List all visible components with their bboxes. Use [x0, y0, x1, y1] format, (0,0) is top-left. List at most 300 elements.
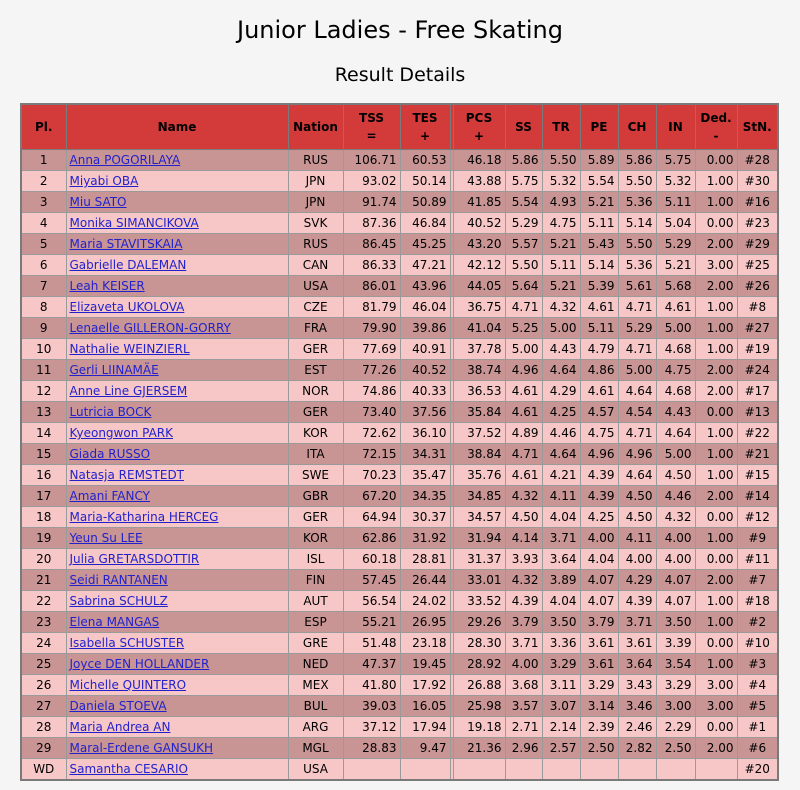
skater-link[interactable]: Natasja REMSTEDT [69, 468, 185, 482]
ch-cell: 3.71 [618, 612, 656, 633]
ch-cell: 4.39 [618, 591, 656, 612]
nation-cell: GER [288, 339, 343, 360]
tr-cell: 5.11 [542, 255, 580, 276]
start-number-cell: #19 [737, 339, 778, 360]
ss-cell: 5.57 [505, 234, 542, 255]
table-row [21, 528, 778, 549]
start-number-cell: #9 [737, 528, 778, 549]
ss-cell: 4.61 [505, 381, 542, 402]
in-cell: 4.61 [656, 297, 695, 318]
in-cell: 3.00 [656, 696, 695, 717]
tes-cell: 26.95 [400, 612, 450, 633]
tes-cell [400, 759, 450, 781]
tss-cell: 86.01 [343, 276, 400, 297]
skater-name-cell [66, 402, 288, 423]
table-row [21, 381, 778, 402]
ch-cell: 4.71 [618, 297, 656, 318]
ch-cell: 5.86 [618, 150, 656, 171]
tes-cell: 24.02 [400, 591, 450, 612]
ch-cell: 5.29 [618, 318, 656, 339]
col-header-tss: TSS = [343, 104, 400, 150]
ss-cell: 3.79 [505, 612, 542, 633]
deduction-cell: 0.00 [695, 549, 737, 570]
start-number-cell: #14 [737, 486, 778, 507]
table-row [21, 486, 778, 507]
nation-cell: ISL [288, 549, 343, 570]
ss-cell: 5.00 [505, 339, 542, 360]
ch-cell: 4.64 [618, 465, 656, 486]
start-number-cell: #22 [737, 423, 778, 444]
in-cell: 4.00 [656, 528, 695, 549]
table-row [21, 276, 778, 297]
skater-link[interactable]: Maria-Katharina HERCEG [69, 510, 219, 524]
tss-cell: 39.03 [343, 696, 400, 717]
tes-cell: 34.35 [400, 486, 450, 507]
tss-cell: 56.54 [343, 591, 400, 612]
skater-link[interactable]: Lenaelle GILLERON-GORRY [69, 321, 231, 335]
pe-cell: 4.25 [580, 507, 618, 528]
ch-cell: 4.71 [618, 339, 656, 360]
table-row [21, 318, 778, 339]
ch-cell: 5.14 [618, 213, 656, 234]
skater-name-cell [66, 381, 288, 402]
nation-cell: BUL [288, 696, 343, 717]
in-cell: 5.29 [656, 234, 695, 255]
skater-link[interactable]: Kyeongwon PARK [69, 426, 174, 440]
tes-cell: 28.81 [400, 549, 450, 570]
skater-link[interactable]: Miu SATO [69, 195, 127, 209]
ss-cell: 5.86 [505, 150, 542, 171]
tss-cell: 28.83 [343, 738, 400, 759]
skater-name-cell [66, 318, 288, 339]
pe-cell: 5.43 [580, 234, 618, 255]
tes-cell: 40.33 [400, 381, 450, 402]
skater-name-cell [66, 738, 288, 759]
results-table [20, 103, 779, 781]
skater-link[interactable]: Amani FANCY [69, 489, 150, 503]
ss-cell: 5.75 [505, 171, 542, 192]
deduction-cell: 2.00 [695, 234, 737, 255]
tr-cell: 4.04 [542, 591, 580, 612]
pe-cell: 5.89 [580, 150, 618, 171]
skater-name-cell [66, 570, 288, 591]
in-cell: 4.32 [656, 507, 695, 528]
ch-cell: 4.00 [618, 549, 656, 570]
deduction-cell: 0.00 [695, 717, 737, 738]
col-header-in: IN [656, 104, 695, 150]
tss-cell: 74.86 [343, 381, 400, 402]
in-cell: 4.43 [656, 402, 695, 423]
in-cell: 4.75 [656, 360, 695, 381]
tes-cell: 36.10 [400, 423, 450, 444]
placement-cell: 24 [21, 633, 66, 654]
skater-link[interactable]: Yeun Su LEE [69, 531, 143, 545]
placement-cell: 28 [21, 717, 66, 738]
tes-cell: 37.56 [400, 402, 450, 423]
placement-cell: 22 [21, 591, 66, 612]
pe-cell: 2.39 [580, 717, 618, 738]
placement-cell: 4 [21, 213, 66, 234]
start-number-cell: #1 [737, 717, 778, 738]
pcs-cell: 36.75 [453, 297, 505, 318]
tr-cell: 4.64 [542, 444, 580, 465]
deduction-cell: 3.00 [695, 255, 737, 276]
skater-link[interactable]: Lutricia BOCK [69, 405, 152, 419]
nation-cell: ITA [288, 444, 343, 465]
pcs-cell: 25.98 [453, 696, 505, 717]
placement-cell: 25 [21, 654, 66, 675]
pe-cell: 5.11 [580, 318, 618, 339]
ch-cell: 4.50 [618, 486, 656, 507]
tss-cell: 67.20 [343, 486, 400, 507]
tes-cell: 39.86 [400, 318, 450, 339]
pe-cell: 4.57 [580, 402, 618, 423]
ch-cell: 4.11 [618, 528, 656, 549]
skater-name-cell [66, 150, 288, 171]
pe-cell: 2.50 [580, 738, 618, 759]
tss-cell: 106.71 [343, 150, 400, 171]
deduction-cell: 1.00 [695, 591, 737, 612]
skater-name-cell [66, 171, 288, 192]
placement-cell: 14 [21, 423, 66, 444]
pe-cell: 5.21 [580, 192, 618, 213]
in-cell: 5.32 [656, 171, 695, 192]
in-cell: 4.64 [656, 423, 695, 444]
nation-cell: KOR [288, 528, 343, 549]
skater-name-cell [66, 633, 288, 654]
skater-link[interactable]: Daniela STOEVA [69, 699, 167, 713]
placement-cell: 11 [21, 360, 66, 381]
pe-cell: 5.54 [580, 171, 618, 192]
tss-cell: 86.45 [343, 234, 400, 255]
pe-cell: 4.39 [580, 465, 618, 486]
pe-cell: 3.29 [580, 675, 618, 696]
nation-cell: GBR [288, 486, 343, 507]
placement-cell: 1 [21, 150, 66, 171]
in-cell: 2.50 [656, 738, 695, 759]
tes-cell: 47.21 [400, 255, 450, 276]
placement-cell: 21 [21, 570, 66, 591]
nation-cell: ARG [288, 717, 343, 738]
pe-cell: 4.00 [580, 528, 618, 549]
in-cell: 4.07 [656, 591, 695, 612]
table-row [21, 402, 778, 423]
col-header-pl: Pl. [21, 104, 66, 150]
skater-name-cell [66, 234, 288, 255]
table-row [21, 696, 778, 717]
pcs-cell: 37.78 [453, 339, 505, 360]
tss-cell: 86.33 [343, 255, 400, 276]
pcs-cell: 34.57 [453, 507, 505, 528]
skater-link[interactable]: Maria Andrea AN [69, 720, 171, 734]
skater-link[interactable]: Anna POGORILAYA [69, 153, 181, 167]
start-number-cell: #7 [737, 570, 778, 591]
tr-cell: 3.36 [542, 633, 580, 654]
pe-cell: 4.86 [580, 360, 618, 381]
skater-link[interactable]: Seidi RANTANEN [69, 573, 168, 587]
in-cell: 5.00 [656, 318, 695, 339]
deduction-cell: 2.00 [695, 570, 737, 591]
tes-cell: 45.25 [400, 234, 450, 255]
deduction-cell: 0.00 [695, 213, 737, 234]
tr-cell: 5.50 [542, 150, 580, 171]
pcs-cell: 40.52 [453, 213, 505, 234]
skater-name-cell [66, 528, 288, 549]
skater-link[interactable]: Giada RUSSO [69, 447, 151, 461]
placement-cell: 13 [21, 402, 66, 423]
pcs-cell: 28.30 [453, 633, 505, 654]
tes-cell: 40.52 [400, 360, 450, 381]
nation-cell: CAN [288, 255, 343, 276]
tes-cell: 46.04 [400, 297, 450, 318]
skater-name-cell [66, 213, 288, 234]
nation-cell: USA [288, 759, 343, 781]
nation-cell: JPN [288, 192, 343, 213]
deduction-cell: 1.00 [695, 612, 737, 633]
skater-name-cell [66, 675, 288, 696]
in-cell: 4.68 [656, 381, 695, 402]
in-cell: 4.50 [656, 465, 695, 486]
ss-cell: 4.32 [505, 570, 542, 591]
skater-link[interactable]: Samantha CESARIO [69, 762, 188, 776]
placement-cell: 26 [21, 675, 66, 696]
skater-name-cell [66, 654, 288, 675]
deduction-cell: 1.00 [695, 192, 737, 213]
skater-link[interactable]: Maral-Erdene GANSUKH [69, 741, 214, 755]
placement-cell: 9 [21, 318, 66, 339]
tr-cell: 2.14 [542, 717, 580, 738]
tes-cell: 50.89 [400, 192, 450, 213]
tr-cell: 4.29 [542, 381, 580, 402]
start-number-cell: #18 [737, 591, 778, 612]
nation-cell: GER [288, 507, 343, 528]
col-header-pcs: PCS + [453, 104, 505, 150]
start-number-cell: #11 [737, 549, 778, 570]
skater-link[interactable]: Julia GRETARSDOTTIR [69, 552, 200, 566]
placement-cell: 6 [21, 255, 66, 276]
tes-cell: 31.92 [400, 528, 450, 549]
pe-cell: 3.79 [580, 612, 618, 633]
nation-cell: SWE [288, 465, 343, 486]
tss-cell: 81.79 [343, 297, 400, 318]
pcs-cell: 38.84 [453, 444, 505, 465]
tr-cell: 5.21 [542, 276, 580, 297]
table-row [21, 423, 778, 444]
placement-cell: 20 [21, 549, 66, 570]
skater-link[interactable]: Sabrina SCHULZ [69, 594, 168, 608]
in-cell: 3.29 [656, 675, 695, 696]
deduction-cell: 1.00 [695, 171, 737, 192]
start-number-cell: #5 [737, 696, 778, 717]
start-number-cell: #3 [737, 654, 778, 675]
pe-cell: 4.61 [580, 297, 618, 318]
skater-link[interactable]: Anne Line GJERSEM [69, 384, 188, 398]
ss-cell: 4.71 [505, 297, 542, 318]
in-cell: 5.21 [656, 255, 695, 276]
table-row [21, 507, 778, 528]
pe-cell: 3.61 [580, 633, 618, 654]
placement-cell: 17 [21, 486, 66, 507]
ss-cell: 2.96 [505, 738, 542, 759]
page-subtitle: Result Details [334, 64, 466, 86]
in-cell: 3.54 [656, 654, 695, 675]
in-cell: 4.68 [656, 339, 695, 360]
skater-link[interactable]: Isabella SCHUSTER [69, 636, 185, 650]
deduction-cell: 1.00 [695, 423, 737, 444]
nation-cell: FRA [288, 318, 343, 339]
start-number-cell: #13 [737, 402, 778, 423]
skater-link[interactable]: Elena MANGAS [69, 615, 160, 629]
pcs-cell: 37.52 [453, 423, 505, 444]
nation-cell: ESP [288, 612, 343, 633]
skater-name-cell [66, 339, 288, 360]
nation-cell: GRE [288, 633, 343, 654]
tss-cell: 91.74 [343, 192, 400, 213]
col-header-tr: TR [542, 104, 580, 150]
pe-cell: 4.07 [580, 591, 618, 612]
tes-cell: 35.47 [400, 465, 450, 486]
tes-cell: 17.94 [400, 717, 450, 738]
skater-name-cell [66, 507, 288, 528]
ch-cell: 3.46 [618, 696, 656, 717]
skater-link[interactable]: Nathalie WEINZIERL [69, 342, 190, 356]
pcs-cell: 43.88 [453, 171, 505, 192]
tr-cell: 3.07 [542, 696, 580, 717]
table-row [21, 192, 778, 213]
start-number-cell: #2 [737, 612, 778, 633]
placement-cell: 7 [21, 276, 66, 297]
ch-cell: 5.00 [618, 360, 656, 381]
skater-name-cell [66, 696, 288, 717]
start-number-cell: #17 [737, 381, 778, 402]
table-row [21, 339, 778, 360]
skater-link[interactable]: Miyabi OBA [69, 174, 139, 188]
pe-cell: 5.11 [580, 213, 618, 234]
col-header-ch: CH [618, 104, 656, 150]
table-row [21, 759, 778, 781]
deduction-cell: 2.00 [695, 360, 737, 381]
nation-cell: EST [288, 360, 343, 381]
tr-cell: 3.71 [542, 528, 580, 549]
tr-cell: 5.00 [542, 318, 580, 339]
ss-cell: 3.68 [505, 675, 542, 696]
pcs-cell: 35.84 [453, 402, 505, 423]
skater-name-cell [66, 717, 288, 738]
placement-cell: 27 [21, 696, 66, 717]
pcs-cell: 31.37 [453, 549, 505, 570]
deduction-cell: 0.00 [695, 402, 737, 423]
start-number-cell: #15 [737, 465, 778, 486]
ch-cell: 2.46 [618, 717, 656, 738]
skater-name-cell [66, 444, 288, 465]
placement-cell: 5 [21, 234, 66, 255]
pe-cell: 4.39 [580, 486, 618, 507]
tr-cell: 3.29 [542, 654, 580, 675]
tes-cell: 9.47 [400, 738, 450, 759]
col-header-pe: PE [580, 104, 618, 150]
placement-cell: 29 [21, 738, 66, 759]
table-row [21, 297, 778, 318]
skater-link[interactable]: Gerli LIINAMÄE [69, 363, 159, 377]
deduction-cell: 1.00 [695, 297, 737, 318]
pcs-cell: 34.85 [453, 486, 505, 507]
skater-link[interactable]: Leah KEISER [69, 279, 145, 293]
col-header-stn: StN. [737, 104, 778, 150]
tss-cell: 51.48 [343, 633, 400, 654]
deduction-cell: 1.00 [695, 465, 737, 486]
in-cell: 5.68 [656, 276, 695, 297]
skater-name-cell [66, 486, 288, 507]
tss-cell: 60.18 [343, 549, 400, 570]
col-header-tes: TES + [400, 104, 450, 150]
start-number-cell: #25 [737, 255, 778, 276]
ss-cell: 4.61 [505, 402, 542, 423]
ss-cell: 4.61 [505, 465, 542, 486]
deduction-cell [695, 759, 737, 781]
tss-cell: 70.23 [343, 465, 400, 486]
skater-link[interactable]: Monika SIMANCIKOVA [69, 216, 199, 230]
in-cell: 5.00 [656, 444, 695, 465]
ch-cell: 5.36 [618, 192, 656, 213]
in-cell: 4.00 [656, 549, 695, 570]
start-number-cell: #10 [737, 633, 778, 654]
ch-cell: 3.61 [618, 633, 656, 654]
ss-cell: 5.54 [505, 192, 542, 213]
tes-cell: 46.84 [400, 213, 450, 234]
ss-cell: 4.00 [505, 654, 542, 675]
pe-cell: 4.61 [580, 381, 618, 402]
skater-link[interactable]: Gabrielle DALEMAN [69, 258, 187, 272]
skater-name-cell [66, 591, 288, 612]
nation-cell: KOR [288, 423, 343, 444]
table-row [21, 465, 778, 486]
nation-cell: NED [288, 654, 343, 675]
placement-cell: 16 [21, 465, 66, 486]
pe-cell: 5.39 [580, 276, 618, 297]
ss-cell: 5.64 [505, 276, 542, 297]
table-row [21, 171, 778, 192]
start-number-cell: #6 [737, 738, 778, 759]
ch-cell: 2.82 [618, 738, 656, 759]
placement-cell: 23 [21, 612, 66, 633]
pe-cell: 3.14 [580, 696, 618, 717]
tr-cell: 5.21 [542, 234, 580, 255]
skater-name-cell [66, 612, 288, 633]
skater-link[interactable]: Elizaveta UKOLOVA [69, 300, 185, 314]
deduction-cell: 3.00 [695, 696, 737, 717]
table-row [21, 255, 778, 276]
tss-cell: 73.40 [343, 402, 400, 423]
table-row [21, 360, 778, 381]
tss-cell: 72.15 [343, 444, 400, 465]
pe-cell: 4.96 [580, 444, 618, 465]
skater-link[interactable]: Michelle QUINTERO [69, 678, 187, 692]
skater-link[interactable]: Maria STAVITSKAIA [69, 237, 183, 251]
skater-name-cell [66, 360, 288, 381]
ss-cell: 4.50 [505, 507, 542, 528]
pcs-cell: 33.01 [453, 570, 505, 591]
pcs-cell: 36.53 [453, 381, 505, 402]
start-number-cell: #24 [737, 360, 778, 381]
tr-cell: 3.11 [542, 675, 580, 696]
tss-cell: 41.80 [343, 675, 400, 696]
pcs-cell: 38.74 [453, 360, 505, 381]
skater-link[interactable]: Joyce DEN HOLLANDER [69, 657, 210, 671]
in-cell: 5.75 [656, 150, 695, 171]
ss-cell: 3.71 [505, 633, 542, 654]
tr-cell: 4.04 [542, 507, 580, 528]
start-number-cell: #28 [737, 150, 778, 171]
